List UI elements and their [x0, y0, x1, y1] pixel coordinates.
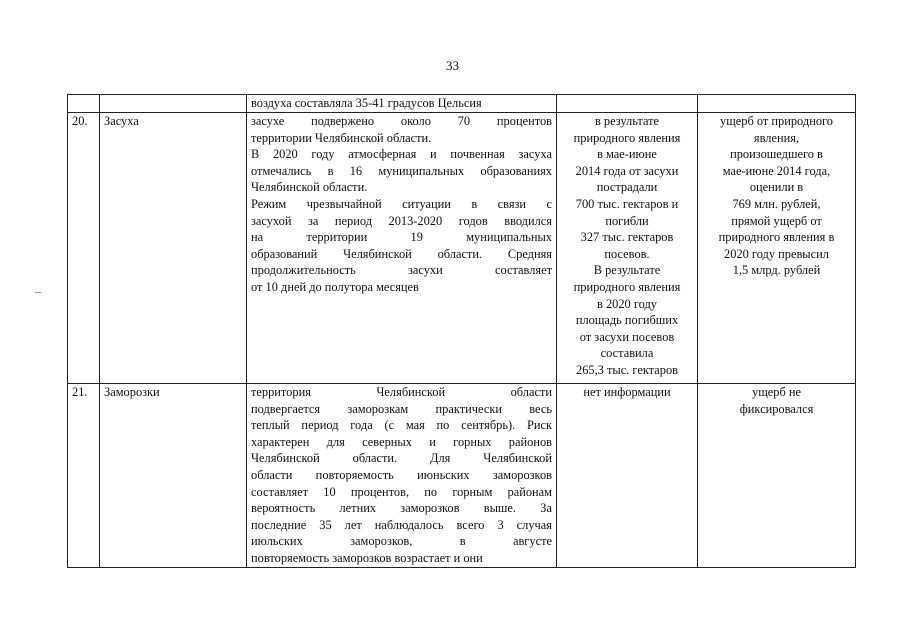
description-line: засухе подвержено около 70 процентов	[251, 114, 552, 128]
margin-mark	[35, 292, 41, 293]
cell-line: составила	[600, 346, 654, 361]
cell-line: 2020 году превысил	[724, 246, 829, 261]
cell-line: 769 млн. рублей,	[732, 196, 821, 211]
cell-line: природного явления	[573, 279, 681, 294]
cell-line: от засухи посевов	[579, 329, 675, 344]
cell-line: погибли	[605, 213, 649, 228]
description-line: образований Челябинской области. Средняя	[251, 246, 552, 261]
cell-line: природного явления в	[718, 230, 835, 245]
cell-line: ущерб от природного	[720, 114, 833, 128]
description-line: воздуха составляла 35-41 градусов Цельсия	[251, 96, 482, 110]
hazards-table	[67, 94, 856, 568]
hazard-name: Засуха	[100, 113, 247, 384]
description-line: на территории 19 муниципальных	[251, 230, 552, 245]
cell-line: явления,	[753, 130, 800, 145]
hazard-damage	[698, 384, 856, 568]
cell-line: фиксировался	[739, 401, 814, 416]
description-line: территория Челябинской области	[251, 385, 552, 399]
cell-line: мае-июне 2014 года,	[722, 163, 831, 178]
cell-line: 265,3 тыс. гектаров	[576, 362, 678, 377]
cell-line: 327 тыс. гектаров	[580, 230, 674, 245]
table-row	[68, 113, 856, 384]
description-line: вероятность летних заморозков выше. За	[251, 501, 552, 516]
cell-line: 700 тыс. гектаров и	[575, 196, 679, 211]
hazard-impact	[557, 384, 698, 568]
cell-line: нет информации	[583, 385, 671, 399]
description-line: засухой за период 2013-2020 годов вводился	[251, 213, 552, 228]
description-line: Режим чрезвычайной ситуации в связи с	[251, 196, 552, 211]
cell-damage	[698, 95, 856, 113]
description-line: территории Челябинской области.	[251, 130, 432, 145]
description-line: повторяемость заморозков возрастает и они	[251, 550, 483, 565]
hazard-impact	[557, 113, 698, 384]
cell-line: В результате	[593, 263, 661, 278]
description-line: подвергается заморозкам практически весь	[251, 401, 552, 416]
cell-line: ущерб не	[752, 385, 801, 399]
cell-line: пострадали	[596, 180, 658, 195]
cell-line: в результате	[594, 114, 660, 128]
cell-line: природного явления	[573, 130, 681, 145]
cell-name	[100, 95, 247, 113]
cell-line: 1,5 млрд. рублей	[732, 263, 821, 278]
description-line: от 10 дней до полутора месяцев	[251, 279, 419, 294]
hazard-description	[247, 113, 557, 384]
description-line: последние 35 лет наблюдалось всего 3 случая	[251, 517, 552, 532]
cell-line: прямой ущерб от	[731, 213, 822, 228]
cell-line: произошедшего в	[730, 147, 823, 162]
hazard-description	[247, 384, 557, 568]
cell-line: в 2020 году	[597, 296, 657, 311]
description-line: отмечались в 16 муниципальных образованиях	[251, 163, 552, 178]
table-row	[68, 384, 856, 568]
description-line: составляет 10 процентов, по горным районам	[251, 484, 552, 499]
description-line: В 2020 году атмосферная и почвенная засуха	[251, 147, 552, 162]
description-line: характерен для северных и горных районов	[251, 434, 552, 449]
description-line: Челябинской области.	[251, 180, 368, 195]
description-line: Челябинской области. Для Челябинской	[251, 451, 552, 466]
cell-line: в мае-июне	[597, 147, 657, 162]
cell-description	[247, 95, 557, 113]
row-number: 21.	[68, 384, 100, 568]
table-row-continuation	[68, 95, 856, 113]
cell-line: площадь погибших	[575, 313, 679, 328]
cell-line: посевов.	[604, 246, 650, 261]
hazard-name: Заморозки	[100, 384, 247, 568]
cell-line: оценили в	[749, 180, 804, 195]
description-line: теплый период года (с мая по сентябрь). Риск	[251, 418, 552, 433]
description-line: области повторяемость июньских заморозков	[251, 467, 552, 482]
cell-line: 2014 года от засухи	[575, 163, 679, 178]
hazard-damage	[698, 113, 856, 384]
cell-number	[68, 95, 100, 113]
page-number: 33	[446, 58, 459, 73]
description-line: июльских заморозков, в августе	[251, 534, 552, 549]
row-number: 20.	[68, 113, 100, 384]
cell-impact	[557, 95, 698, 113]
description-line: продолжительность засухи составляет	[251, 263, 552, 278]
